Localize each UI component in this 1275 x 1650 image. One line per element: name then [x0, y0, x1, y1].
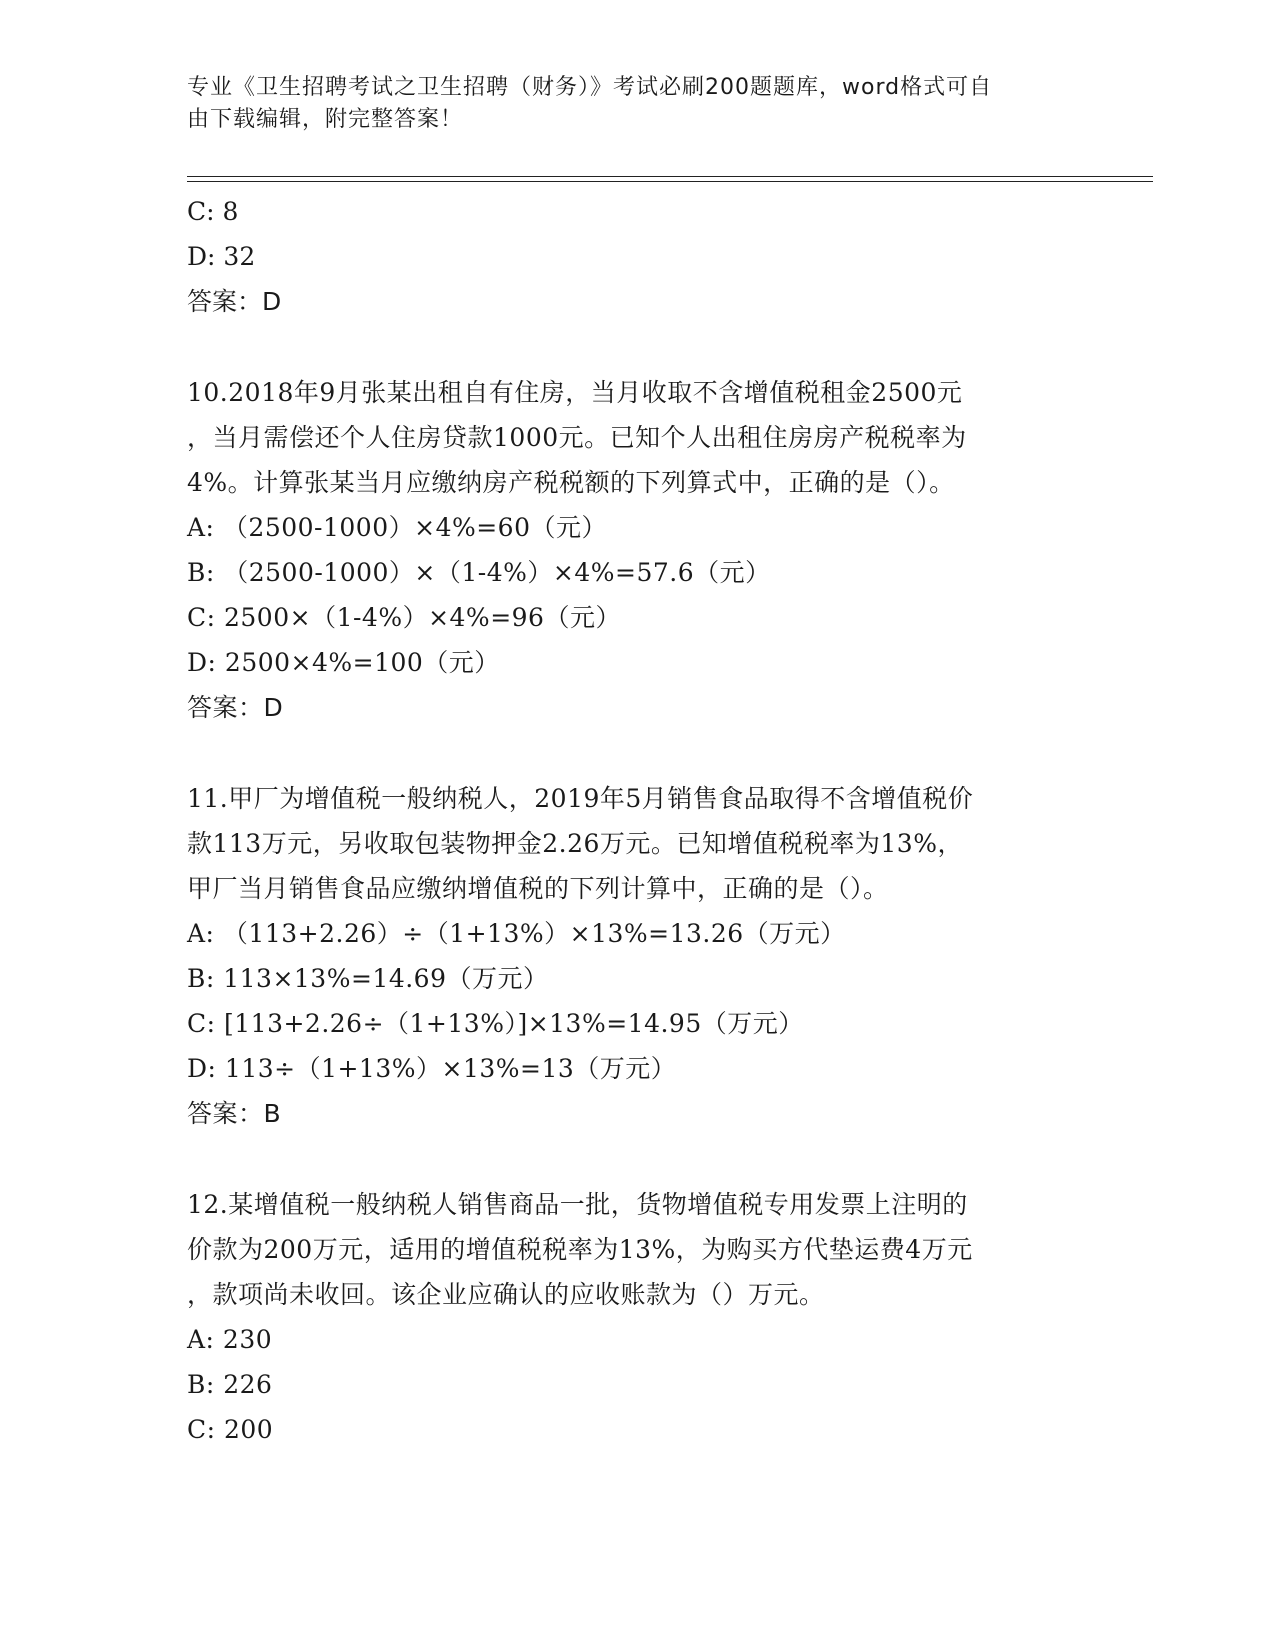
- question-text-line: 11.甲厂为增值税一般纳税人，2019年5月销售食品取得不含增值税价: [187, 784, 974, 813]
- spacer: [187, 730, 1087, 776]
- header-line-2: 由下载编辑，附完整答案！: [187, 107, 464, 132]
- question-text-line: 10.2018年9月张某出租自有住房，当月收取不含增值税租金2500元: [187, 378, 963, 407]
- answer-line: 答案：D: [187, 693, 284, 722]
- option-b: B: （2500-1000）×（1-4%）×4%=57.6（元）: [187, 558, 771, 587]
- header-rule-top: [187, 176, 1153, 177]
- spacer: [187, 324, 1087, 370]
- question-text-line: 款113万元，另收取包装物押金2.26万元。已知增值税税率为13%，: [187, 829, 963, 858]
- question-10: [187, 370, 1087, 730]
- option-c: C: 2500×（1-4%）×4%=96（元）: [187, 603, 621, 632]
- question-text-line: 12.某增值税一般纳税人销售商品一批，货物增值税专用发票上注明的: [187, 1190, 968, 1219]
- option-b: B: 226: [187, 1370, 273, 1399]
- option-a: A: （2500-1000）×4%=60（元）: [187, 513, 607, 542]
- option-c: C: [113+2.26÷（1+13%）]×13%=14.95（万元）: [187, 1009, 804, 1038]
- spacer: [187, 1136, 1087, 1182]
- option-b: B: 113×13%=14.69（万元）: [187, 964, 549, 993]
- question-text-line: 价款为200万元，适用的增值税税率为13%，为购买方代垫运费4万元: [187, 1235, 973, 1264]
- option-a: A: 230: [187, 1325, 273, 1354]
- question-12: [187, 1182, 1087, 1452]
- option-d: D: 2500×4%=100（元）: [187, 648, 500, 677]
- answer-line: 答案：D: [187, 287, 282, 316]
- question-text-line: ，当月需偿还个人住房贷款1000元。已知个人出租住房房产税税率为: [187, 423, 967, 452]
- question-text-line: 甲厂当月销售食品应缴纳增值税的下列计算中，正确的是（）。: [187, 874, 889, 903]
- question-text-line: 4%。计算张某当月应缴纳房产税税额的下列算式中，正确的是（）。: [187, 468, 955, 497]
- option-a: A: （113+2.26）÷（1+13%）×13%=13.26（万元）: [187, 919, 846, 948]
- question-11: [187, 776, 1087, 1136]
- document-body: [187, 189, 1087, 1452]
- option-c: C: 200: [187, 1415, 274, 1444]
- document-header: [187, 72, 1067, 136]
- answer-line: 答案：B: [187, 1099, 282, 1128]
- option-d: D: 113÷（1+13%）×13%=13（万元）: [187, 1054, 677, 1083]
- previous-question-tail: [187, 189, 1087, 324]
- option-d: D: 32: [187, 242, 256, 271]
- question-text-line: ，款项尚未收回。该企业应确认的应收账款为（）万元。: [187, 1280, 825, 1309]
- header-rule-bottom: [187, 181, 1153, 182]
- header-line-1: 专业《卫生招聘考试之卫生招聘（财务）》考试必刷200题题库，word格式可自: [187, 75, 993, 100]
- option-c: C: 8: [187, 197, 239, 226]
